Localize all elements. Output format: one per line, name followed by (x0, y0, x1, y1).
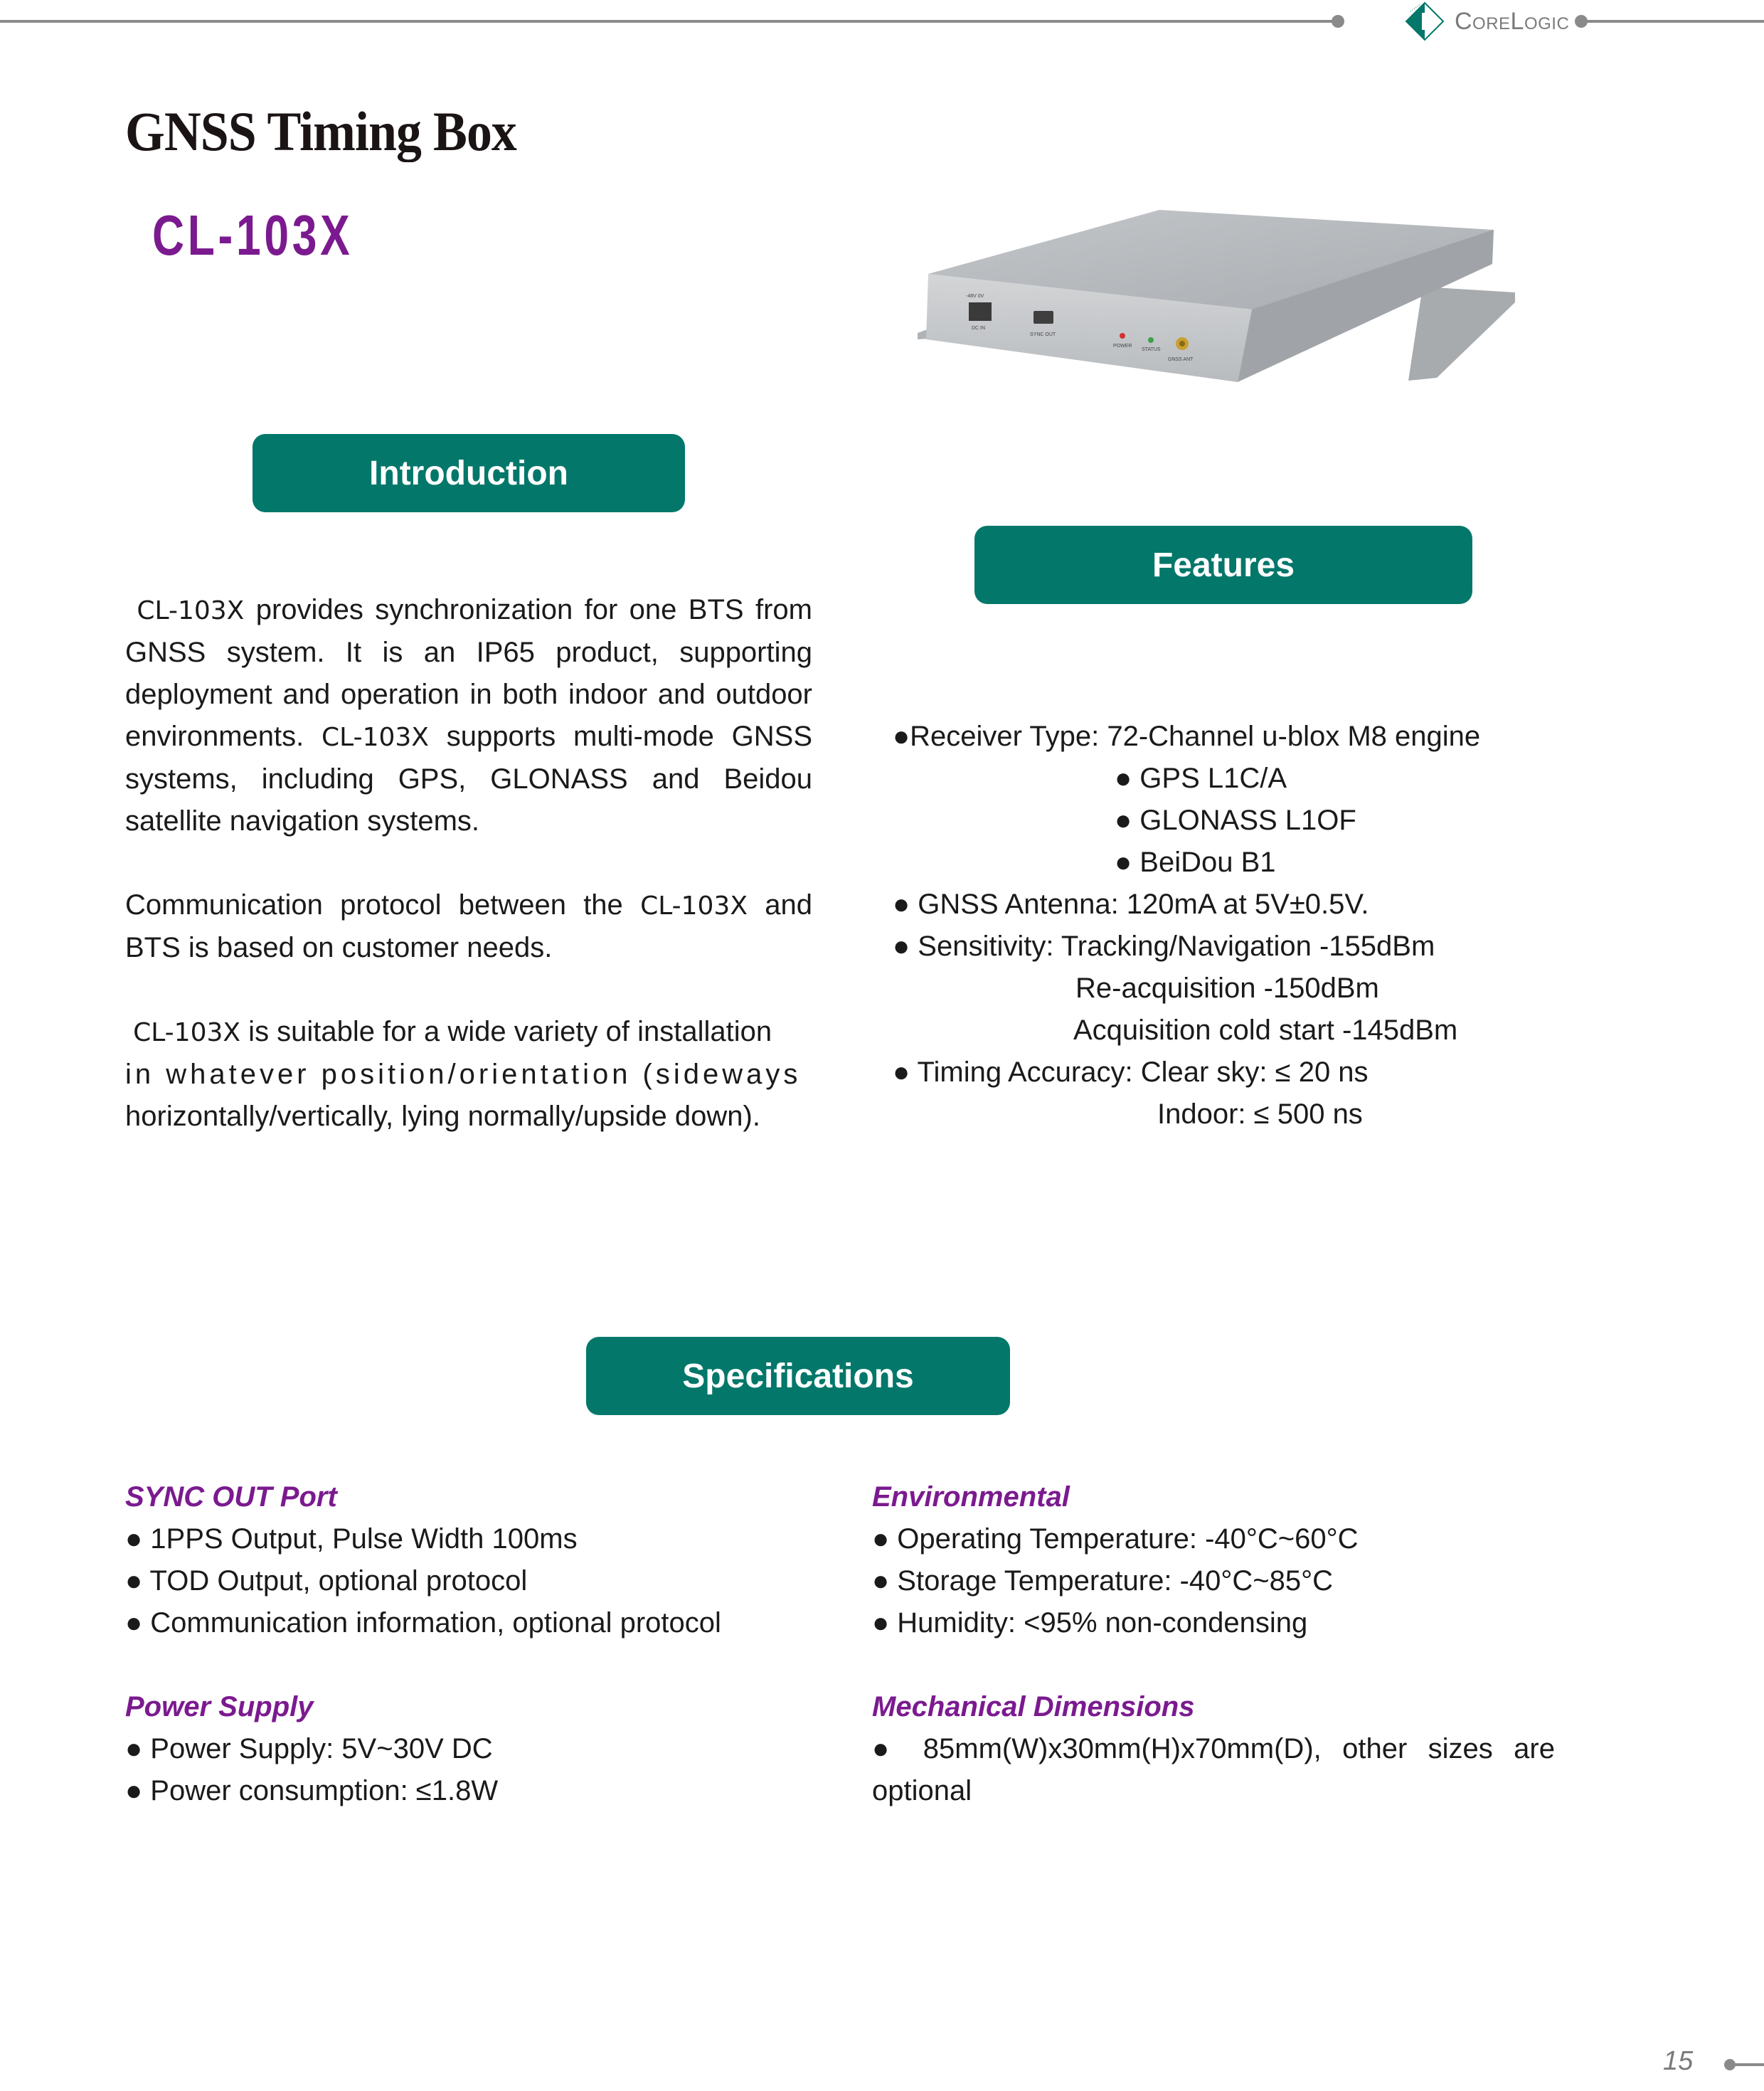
feature-subline: ● GLONASS L1OF (1115, 805, 1356, 836)
feature-continuation: Indoor: ≤ 500 ns (1157, 1099, 1363, 1130)
spec-item: ● Communication information, optional protocol (125, 1607, 721, 1639)
spec-heading-power-supply: Power Supply (125, 1691, 314, 1722)
spec-item: ● Humidity: <95% non-condensing (872, 1607, 1308, 1639)
footer-rule (1730, 2063, 1764, 2066)
feature-continuation: Re-acquisition -150dBm (1075, 973, 1379, 1004)
page-number: 15 (1663, 2046, 1694, 2076)
feature-subline: ● GPS L1C/A (1115, 763, 1287, 794)
spec-heading-mechanical: Mechanical Dimensions (872, 1691, 1195, 1722)
header-rule-left (0, 20, 1337, 23)
brand-name: CoreLogic (1455, 7, 1570, 35)
product-image (910, 203, 1522, 388)
section-header-features: Features (974, 526, 1472, 604)
spec-column-left (125, 1476, 808, 1812)
feature-line: ● Sensitivity: Tracking/Navigation -155dBm (893, 931, 1435, 962)
spec-item: ● TOD Output, optional protocol (125, 1565, 528, 1597)
svg-text:STATUS: STATUS (1142, 347, 1161, 352)
spec-item: ● Power consumption: ≤1.8W (125, 1775, 499, 1806)
svg-text:SYNC OUT: SYNC OUT (1030, 332, 1056, 337)
intro-paragraph-1: CL-103X provides synchronization for one BTS from GNSS system. It is an IP65 product, supporting deployment and operation in both indoor and outdoor environments. CL-103X supports multi-mode GNSS systems, including GPS, GLONASS and Beidou satellite navigation systems. (125, 594, 813, 837)
feature-subline: ● BeiDou B1 (1115, 847, 1276, 878)
spec-item: ● Power Supply: 5V~30V DC (125, 1733, 493, 1764)
spec-item: ● 85mm(W)x30mm(H)x70mm(D), other sizes are optional (872, 1733, 1555, 1806)
spec-item: ● Storage Temperature: -40°C~85°C (872, 1565, 1333, 1597)
model-number: CL-103X (152, 203, 354, 267)
svg-text:POWER: POWER (1113, 344, 1132, 349)
spec-column-right (872, 1476, 1555, 1812)
section-header-specifications: Specifications (586, 1337, 1010, 1415)
introduction-body (125, 589, 812, 1138)
feature-line: ● GNSS Antenna: 120mA at 5V±0.5V. (893, 889, 1369, 920)
header-rule-dot (1332, 15, 1344, 28)
features-list (893, 716, 1604, 1136)
spec-heading-sync-out: SYNC OUT Port (125, 1481, 337, 1513)
feature-continuation: Acquisition cold start -145dBm (1073, 1015, 1458, 1046)
spec-item: ● 1PPS Output, Pulse Width 100ms (125, 1523, 578, 1555)
feature-line: ● Timing Accuracy: Clear sky: ≤ 20 ns (893, 1057, 1369, 1088)
spec-item: ● Operating Temperature: -40°C~60°C (872, 1523, 1359, 1555)
header-rule-right (1586, 20, 1764, 23)
intro-paragraph-3: CL-103X is suitable for a wide variety of installation in whatever position/orientation (sideways horizontally/vertically, lying normally/upside down). (125, 1016, 802, 1132)
page-title: GNSS Timing Box (125, 100, 516, 162)
intro-paragraph-2: Communication protocol between the CL-103X and BTS is based on customer needs. (125, 889, 812, 963)
spec-heading-environmental: Environmental (872, 1481, 1070, 1513)
brand-logo (1405, 0, 1569, 43)
svg-text:DC IN: DC IN (972, 326, 986, 331)
section-header-introduction: Introduction (253, 434, 685, 512)
corelogic-diamond-logo-icon (1405, 1, 1445, 41)
svg-text:-48V 0V: -48V 0V (966, 294, 984, 299)
feature-line: ●Receiver Type: 72-Channel u-blox M8 engine (893, 721, 1481, 752)
svg-text:GNSS ANT: GNSS ANT (1168, 357, 1194, 362)
